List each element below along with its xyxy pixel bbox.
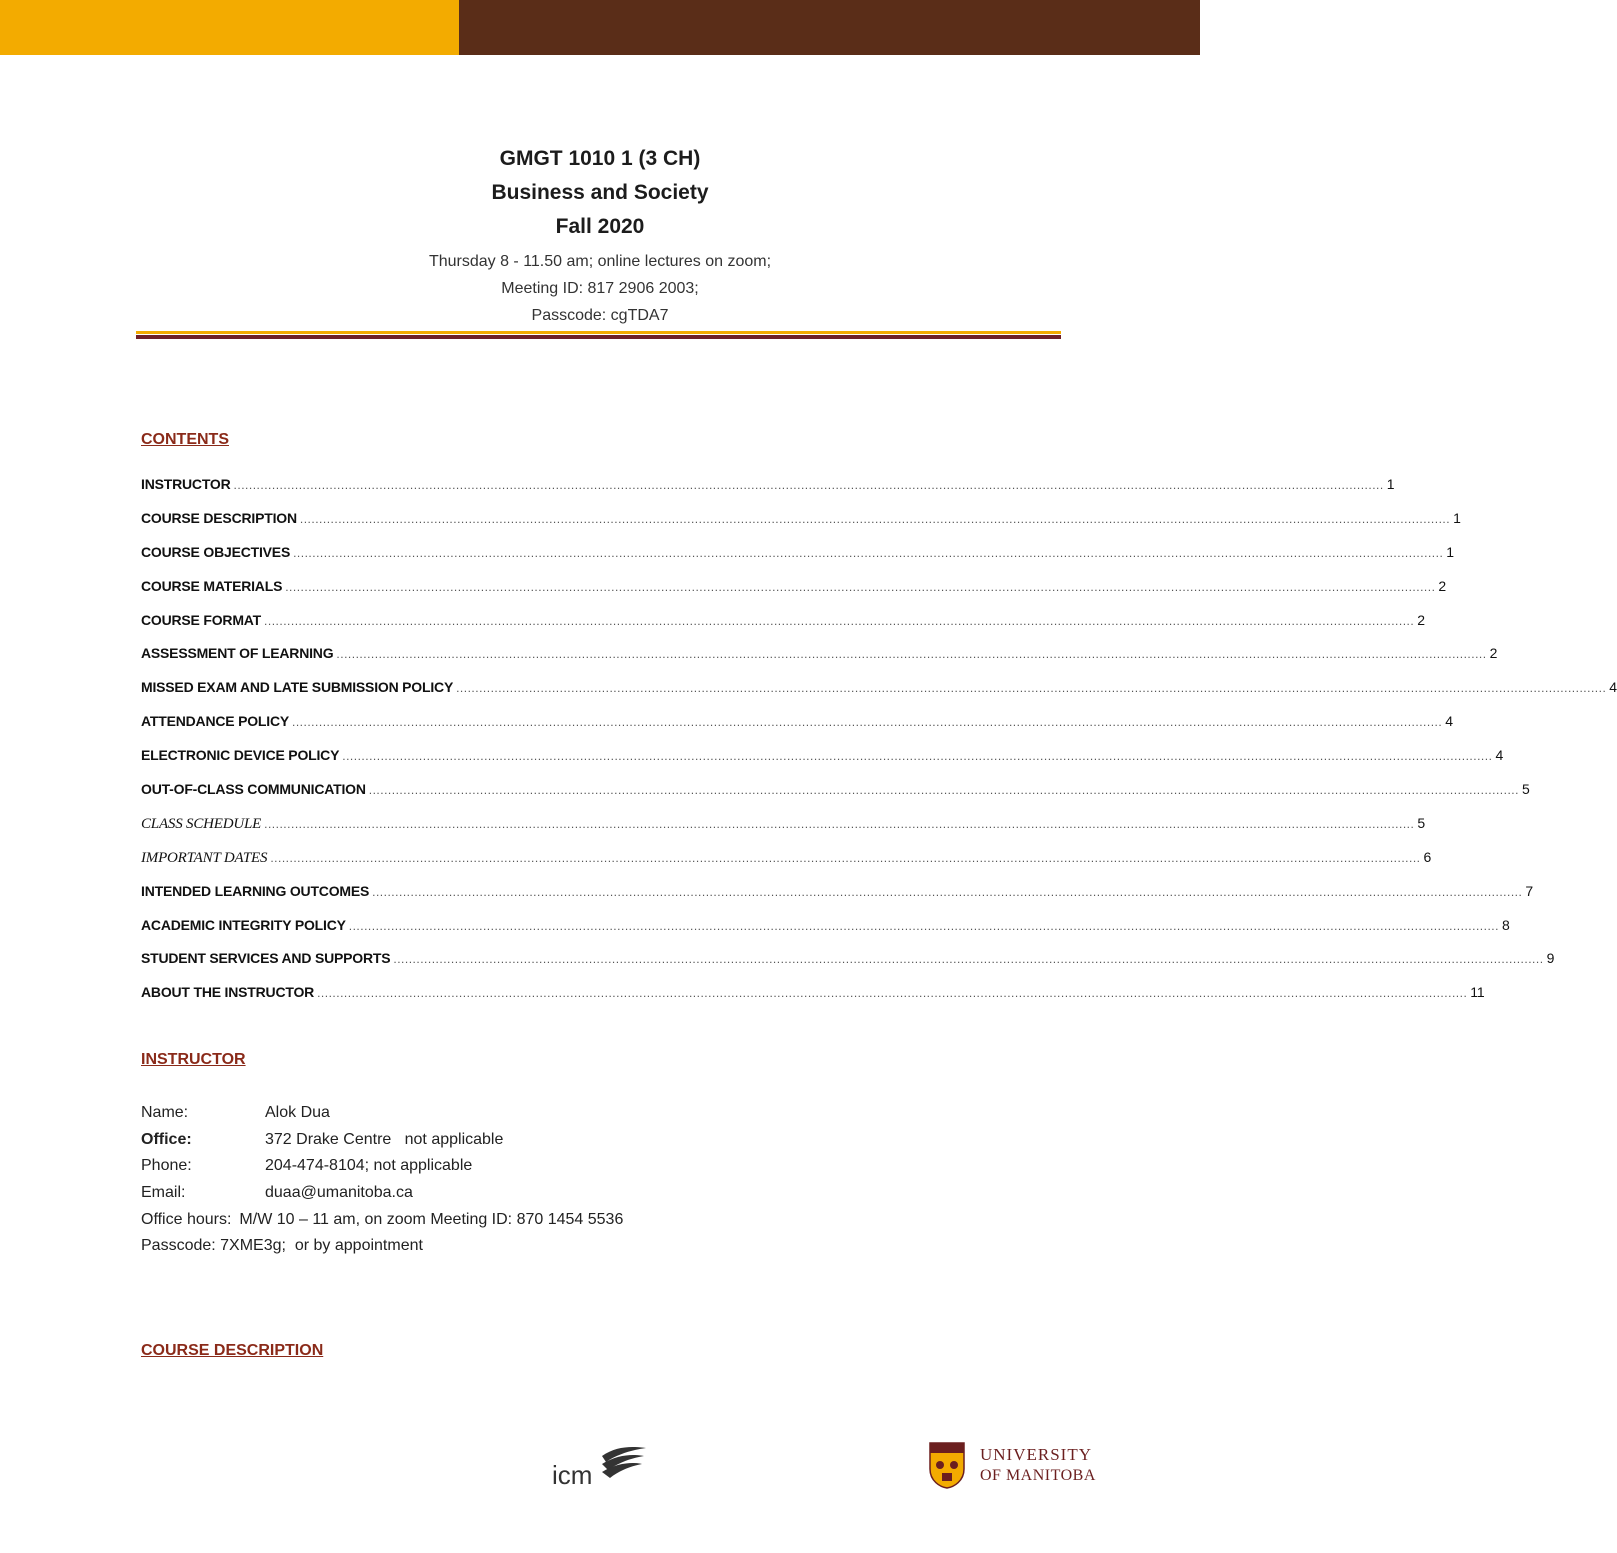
email-label: Email:	[141, 1184, 186, 1202]
phone-value: 204-474-8104; not applicable	[265, 1157, 473, 1175]
toc-entry-page: 9	[1546, 950, 1555, 967]
toc-entry-page: 2	[1417, 611, 1425, 628]
table-of-contents	[141, 476, 1617, 1018]
toc-entry-title: ASSESSMENT OF LEARNING	[141, 645, 334, 662]
toc-leader-dots: ............................................................................................................................................................................................................................................................................................................	[336, 647, 1487, 662]
name-value: Alok Dua	[265, 1104, 330, 1122]
toc-entry-title: ELECTRONIC DEVICE POLICY	[141, 747, 340, 764]
instructor-phone-row	[141, 1153, 623, 1180]
toc-entry[interactable]	[141, 476, 1395, 510]
toc-entry-page: 2	[1438, 577, 1447, 594]
toc-entry[interactable]	[141, 916, 1510, 951]
instructor-name-row	[141, 1100, 623, 1127]
university-wordmark: UNIVERSITY	[980, 1445, 1092, 1464]
icm-logo-text: icm	[552, 1460, 593, 1490]
header-bar-gold	[0, 0, 459, 55]
office-value: 372 Drake Centre not applicable	[265, 1130, 504, 1148]
phone-label: Phone:	[141, 1157, 192, 1175]
toc-leader-dots: ............................................................................................................................................................................................................................................................................................................	[456, 681, 1607, 696]
toc-entry-title: CLASS SCHEDULE	[141, 815, 262, 832]
divider-gold	[136, 331, 1061, 334]
toc-entry-page: 4	[1445, 713, 1453, 730]
toc-entry-title: COURSE FORMAT	[141, 611, 262, 628]
manitoba-wordmark: OF MANITOBA	[980, 1467, 1096, 1484]
toc-entry-title: INSTRUCTOR	[141, 476, 231, 492]
course-term: Fall 2020	[555, 215, 645, 238]
contents-heading: CONTENTS	[141, 431, 229, 448]
toc-leader-dots: ............................................................................................................................................................................................................................................................................................................	[342, 749, 1493, 764]
toc-leader-dots: ............................................................................................................................................................................................................................................................................................................	[299, 511, 1451, 526]
toc-entry[interactable]	[141, 577, 1447, 612]
icm-swoosh-icon	[552, 1442, 652, 1492]
toc-entry-page: 1	[1446, 543, 1454, 560]
toc-entry-title: COURSE MATERIALS	[141, 577, 283, 594]
toc-entry-page: 4	[1609, 679, 1617, 696]
toc-leader-dots: ............................................................................................................................................................................................................................................................................................................	[264, 816, 1415, 831]
toc-leader-dots: ............................................................................................................................................................................................................................................................................................................	[233, 478, 1384, 492]
toc-entry-page: 8	[1501, 916, 1510, 933]
toc-leader-dots: ............................................................................................................................................................................................................................................................................................................	[292, 715, 1443, 730]
toc-entry[interactable]	[141, 509, 1461, 544]
toc-entry[interactable]	[141, 645, 1498, 679]
passcode: Passcode: cgTDA7	[531, 307, 669, 324]
toc-leader-dots: ............................................................................................................................................................................................................................................................................................................	[293, 545, 1444, 560]
instructor-hours-row	[141, 1206, 623, 1233]
course-code: GMGT 1010 1 (3 CH)	[499, 147, 701, 170]
toc-entry[interactable]	[141, 713, 1453, 747]
toc-entry[interactable]	[141, 611, 1425, 646]
toc-entry-page: 4	[1495, 747, 1504, 764]
toc-entry[interactable]	[141, 747, 1504, 781]
toc-entry-page: 2	[1489, 645, 1498, 662]
toc-leader-dots: ............................................................................................................................................................................................................................................................................................................	[393, 952, 1544, 967]
office-label: Office:	[141, 1130, 192, 1148]
instructor-passcode-row	[141, 1233, 623, 1260]
toc-entry[interactable]	[141, 781, 1530, 815]
course-description-heading: COURSE DESCRIPTION	[141, 1342, 324, 1359]
toc-entry-title: ATTENDANCE POLICY	[141, 713, 290, 730]
icm-logo	[552, 1442, 652, 1497]
toc-leader-dots: ............................................................................................................................................................................................................................................................................................................	[348, 918, 1499, 933]
toc-entry-title: INTENDED LEARNING OUTCOMES	[141, 882, 370, 899]
toc-entry-title: COURSE OBJECTIVES	[141, 543, 291, 560]
toc-entry-title: STUDENT SERVICES AND SUPPORTS	[141, 950, 391, 967]
office-hours-label: Office hours:	[141, 1210, 232, 1228]
toc-entry[interactable]	[141, 848, 1432, 883]
toc-entry-page: 6	[1423, 848, 1432, 865]
toc-leader-dots: ............................................................................................................................................................................................................................................................................................................	[372, 884, 1523, 899]
toc-entry[interactable]	[141, 882, 1533, 917]
toc-entry-title: COURSE DESCRIPTION	[141, 509, 297, 526]
university-crest-icon	[928, 1441, 966, 1489]
instructor-office-row	[141, 1127, 623, 1154]
toc-entry-page: 5	[1521, 781, 1530, 798]
toc-leader-dots: ............................................................................................................................................................................................................................................................................................................	[368, 783, 1519, 798]
class-schedule: Thursday 8 - 11.50 am; online lectures on zoom;	[428, 253, 772, 270]
course-name: Business and Society	[491, 181, 709, 204]
toc-entry-page: 5	[1417, 814, 1425, 831]
instructor-heading: INSTRUCTOR	[141, 1051, 246, 1068]
office-hours-value: M/W 10 – 11 am, on zoom Meeting ID: 870 1454 5536	[239, 1210, 624, 1228]
instructor-info	[141, 1100, 623, 1260]
toc-entry-page: 11	[1470, 984, 1485, 1001]
toc-leader-dots: ............................................................................................................................................................................................................................................................................................................	[270, 850, 1421, 865]
toc-entry[interactable]	[141, 543, 1454, 578]
toc-entry[interactable]	[141, 984, 1485, 1018]
office-hours-passcode: Passcode: 7XME3g; or by appointment	[141, 1237, 423, 1255]
email-link[interactable]: duaa@umanitoba.ca	[265, 1184, 413, 1202]
university-of-manitoba-logo	[928, 1441, 1096, 1489]
meeting-id: Meeting ID: 817 2906 2003;	[501, 280, 699, 297]
divider-maroon	[136, 335, 1061, 339]
toc-entry-title: IMPORTANT DATES	[141, 849, 268, 866]
course-header	[0, 142, 1200, 329]
toc-leader-dots: ............................................................................................................................................................................................................................................................................................................	[317, 986, 1468, 1001]
toc-entry-page: 7	[1525, 882, 1533, 899]
header-bar-brown	[459, 0, 1200, 55]
toc-entry-title: ACADEMIC INTEGRITY POLICY	[141, 916, 346, 933]
toc-leader-dots: ............................................................................................................................................................................................................................................................................................................	[285, 579, 1436, 594]
toc-entry[interactable]	[141, 814, 1425, 849]
toc-entry-page: 1	[1453, 509, 1461, 526]
toc-entry[interactable]	[141, 679, 1617, 713]
toc-entry-page: 1	[1386, 476, 1395, 492]
toc-leader-dots: ............................................................................................................................................................................................................................................................................................................	[264, 613, 1415, 628]
instructor-email-row	[141, 1180, 623, 1207]
toc-entry-title: MISSED EXAM AND LATE SUBMISSION POLICY	[141, 679, 454, 696]
toc-entry[interactable]	[141, 950, 1555, 984]
toc-entry-title: ABOUT THE INSTRUCTOR	[141, 984, 315, 1001]
name-label: Name:	[141, 1104, 189, 1122]
toc-entry-title: OUT-OF-CLASS COMMUNICATION	[141, 781, 366, 798]
